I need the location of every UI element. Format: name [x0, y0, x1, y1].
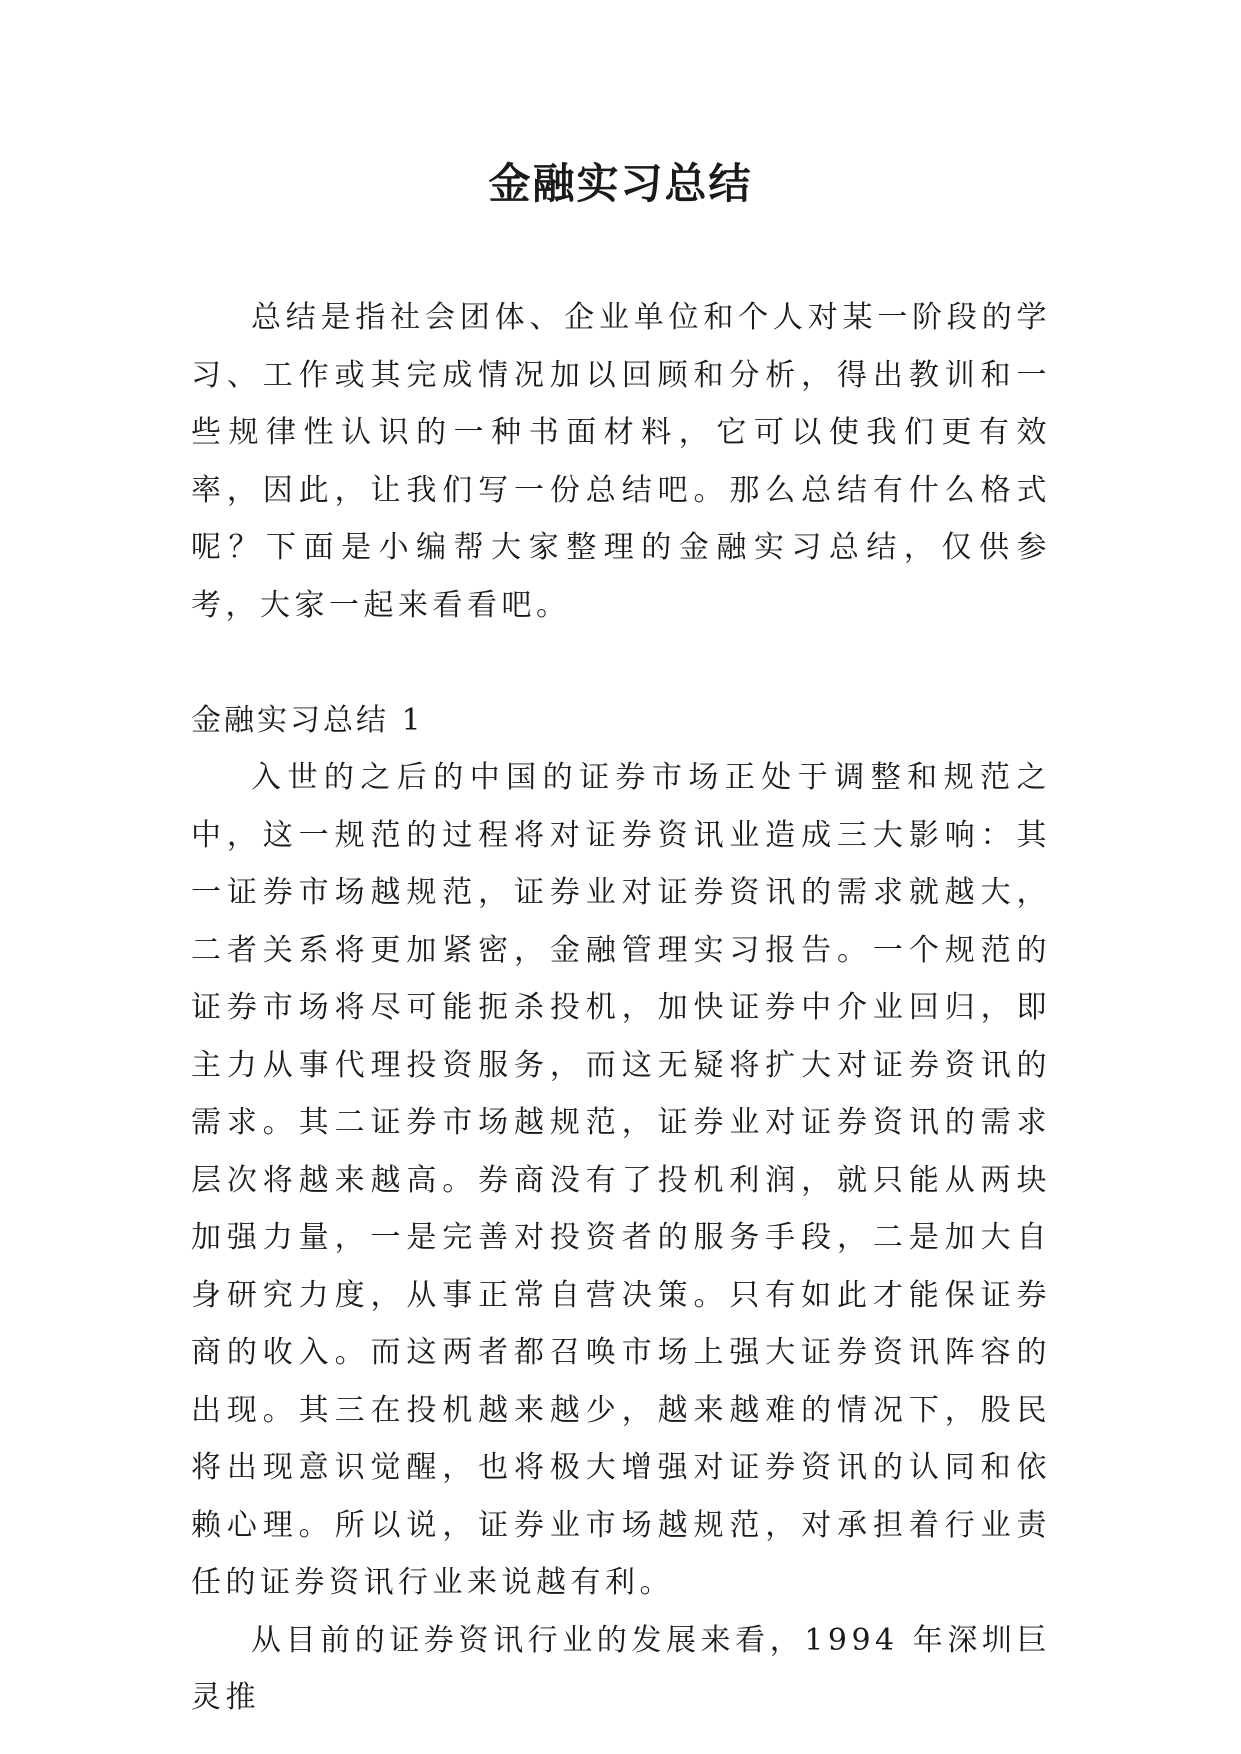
section-heading: 金融实习总结 1	[191, 702, 424, 738]
intro-paragraph: 总结是指社会团体、企业单位和个人对某一阶段的学习、工作或其完成情况加以回顾和分析，得出教训和一些规律性认识的一种书面材料，它可以使我们更有效率，因此，让我们写一份总结吧。那么总结有什么格式呢？下面是小编帮大家整理的金融实习总结，仅供参考，大家一起来看看吧。	[191, 300, 1051, 623]
document-body	[191, 289, 1051, 1727]
body-paragraph-2: 从目前的证券资讯行业的发展来看，1994 年深圳巨灵推	[191, 1622, 1051, 1715]
document-title: 金融实习总结	[488, 159, 753, 208]
body-paragraph-1: 入世的之后的中国的证券市场正处于调整和规范之中，这一规范的过程将对证券资讯业造成三大影响：其一证券市场越规范，证券业对证券资讯的需求就越大，二者关系将更加紧密，金融管理实习报告。一个规范的证券市场将尽可能扼杀投机，加快证券中介业回归，即主力从事代理投资服务，而这无疑将扩大对证券资讯的需求。其二证券市场越规范，证券业对证券资讯的需求层次将越来越高。券商没有了投机利润，就只能从两块加强力量，一是完善对投资者的服务手段，二是加大自身研究力度，从事正常自营决策。只有如此才能保证券商的收入。而这两者都召唤市场上强大证券资讯阵容的出现。其三在投机越来越少，越来越难的情况下，股民将出现意识觉醒，也将极大增强对证券资讯的认同和依赖心理。所以说，证券业市场越规范，对承担着行业责任的证券资讯行业来说越有利。	[191, 760, 1051, 1600]
